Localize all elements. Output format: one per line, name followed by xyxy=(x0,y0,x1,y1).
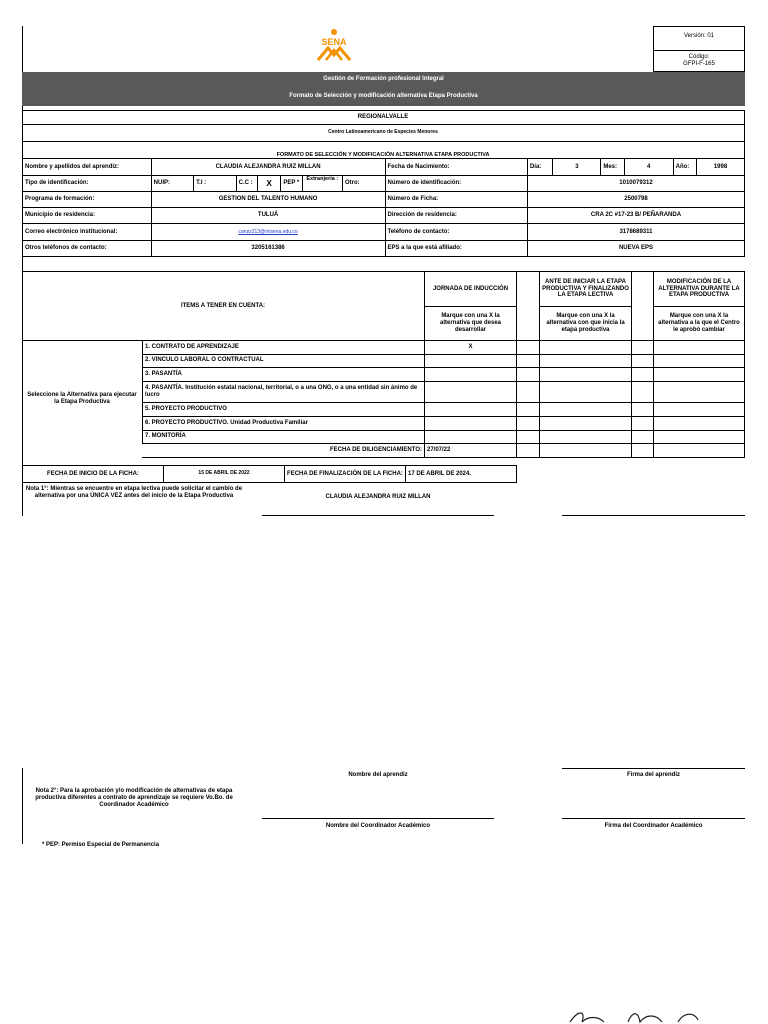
firma-nombre: CLAUDIA ALEJANDRA RUIZ MILLAN xyxy=(325,494,431,500)
option-mark-induccion[interactable] xyxy=(425,416,516,430)
cc-label: C.C : xyxy=(236,176,257,192)
nombre-label: Nombre y apellidos del aprendiz: xyxy=(23,159,152,176)
nombre-aprendiz-label: Nombre del aprendiz xyxy=(348,772,408,778)
cc-mark[interactable]: X xyxy=(257,176,280,192)
option-mark-induccion[interactable] xyxy=(425,402,516,416)
ficha-value[interactable]: 2500798 xyxy=(527,192,744,208)
nuip-label: NUIP: xyxy=(151,176,194,192)
option-label: 1. CONTRATO DE APRENDIZAJE xyxy=(145,344,239,351)
col2-title: ANTE DE INICIAR LA ETAPA PRODUCTIVA Y FINALIZANDO LA ETAPA LECTIVA xyxy=(542,278,629,299)
items-header-label: ITEMS A TENER EN CUENTA: xyxy=(180,302,266,309)
version-box xyxy=(653,26,745,72)
nombre-coordinador-label: Nombre del Coordinador Académico xyxy=(325,823,431,829)
option-row-divider xyxy=(142,381,745,382)
option-row-divider xyxy=(142,416,745,417)
codigo-value: GFPI-F-165 xyxy=(683,61,715,67)
option-mark-induccion[interactable] xyxy=(425,367,516,381)
pep-note: * PEP: Permiso Especial de Permanencia xyxy=(42,842,160,848)
otro-label: Otro: xyxy=(342,176,385,192)
option-row-divider xyxy=(142,354,745,355)
ano-value[interactable]: 1998 xyxy=(697,159,745,176)
option-label: 2. VINCULO LABORAL O CONTRACTUAL xyxy=(145,357,264,364)
firma-coordinador-label: Firma del Coordinador Académico xyxy=(604,823,703,829)
inicio-value[interactable]: 15 DE ABRIL DE 2022 xyxy=(164,466,285,483)
ti-label: T.I : xyxy=(194,176,237,192)
nombre-value[interactable]: CLAUDIA ALEJANDRA RUIZ MILLAN xyxy=(151,159,385,176)
signature-scribble xyxy=(568,1008,718,1024)
col3-sub: Marque con una X la alternativa a la que el Centro le aprobó cambiar xyxy=(658,313,740,333)
fin-value[interactable]: 17 DE ABRIL DE 2024. xyxy=(406,466,517,483)
ano-label: Año: xyxy=(673,159,696,176)
option-label: 5. PROYECTO PRODUCTIVO xyxy=(145,405,227,412)
option-label: 4. PASANTÍA. Institución estatal nacional, territorial, o a una ONG, o a una entidad sin ánimo de lucro xyxy=(145,384,418,398)
info-table xyxy=(22,158,745,257)
centro: Centro Latinoamericano de Especies Menores xyxy=(22,124,745,141)
firma-line-nombre xyxy=(262,515,494,516)
header-title-1: Gestión de Formación profesional Integral xyxy=(323,76,444,82)
col2-sub: Marque con una X la alternativa con que inicia la etapa productiva xyxy=(546,313,625,333)
fecha-dilig-label: FECHA DE DILIGENCIAMIENTO: xyxy=(329,447,422,454)
header-band xyxy=(22,72,745,106)
num-id-label: Número de identificación: xyxy=(385,176,527,192)
option-row-divider xyxy=(142,402,745,403)
codigo-label: Código: xyxy=(688,54,710,60)
direccion-label: Dirección de residencia: xyxy=(385,208,527,224)
firma-line-firma xyxy=(562,515,745,516)
fecha-dilig-value[interactable]: 27/07/22 xyxy=(427,447,451,454)
tipo-id-label: Tipo de identificación: xyxy=(23,176,152,192)
select-alternative-label: Seleccione la Alternativa para ejecutar la Etapa Productiva xyxy=(27,392,137,405)
option-label: 6. PROYECTO PRODUCTIVO. Unidad Productiva Familiar xyxy=(145,419,308,426)
firma-aprendiz-label: Firma del aprendiz xyxy=(626,772,680,778)
correo-link[interactable]: caruiz213@misena.edu.co xyxy=(238,228,298,235)
option-label: 7. MONITORÍA xyxy=(145,433,186,440)
eps-label: EPS a la que está afiliado: xyxy=(385,241,527,257)
option-mark-induccion[interactable] xyxy=(425,430,516,443)
otros-tel-value[interactable]: 3205161386 xyxy=(151,241,385,257)
programa-label: Programa de formación: xyxy=(23,192,152,208)
sena-logo xyxy=(312,28,356,62)
fin-label: FECHA DE FINALIZACIÓN DE LA FICHA: xyxy=(285,466,406,483)
mes-label: Mes: xyxy=(601,159,624,176)
programa-value[interactable]: GESTION DEL TALENTO HUMANO xyxy=(151,192,385,208)
col1-title: JORNADA DE INDUCCIÓN xyxy=(432,285,509,292)
col3-title: MODIFICACIÓN DE LA ALTERNATIVA DURANTE LA ETAPA PRODUCTIVA xyxy=(658,278,740,299)
mes-value[interactable]: 4 xyxy=(624,159,673,176)
direccion-value[interactable]: CRA 2C #17-23 B/ PEÑARANDA xyxy=(527,208,744,224)
otros-tel-label: Otros teléfonos de contacto: xyxy=(23,241,152,257)
ficha-label: Número de Ficha: xyxy=(385,192,527,208)
nota-2: Nota 2°: Para la aprobación y/o modificación de alternativas de etapa productiva diferentes a contrato de aprendizaje se requiere Vo.Bo. de Coordinador Académico xyxy=(35,788,233,809)
dia-value[interactable]: 3 xyxy=(553,159,601,176)
correo-label: Correo electrónico institucional: xyxy=(23,224,152,241)
option-mark-induccion[interactable] xyxy=(425,381,516,402)
inicio-label: FECHA DE INICIO DE LA FICHA: xyxy=(23,466,164,483)
extranjeria-label: Extranjería : xyxy=(302,176,342,192)
form-title: FORMATO DE SELECCIÓN Y MODIFICACIÓN ALTERNATIVA ETAPA PRODUCTIVA xyxy=(22,141,745,158)
fecha-nac-label: Fecha de Nacimiento: xyxy=(385,159,527,176)
regional: REGIONALVALLE xyxy=(22,110,745,124)
telefono-value[interactable]: 3178689311 xyxy=(527,224,744,241)
option-row-divider xyxy=(142,430,745,431)
nota-1: Nota 1°: Mientras se encuentre en etapa lectiva puede solicitar el cambio de alternativa por una ÚNICA VEZ antes del inicio de la Etapa Productiva xyxy=(25,486,243,500)
municipio-value[interactable]: TULUÁ xyxy=(151,208,385,224)
version-text: Versión: 01 xyxy=(683,33,715,39)
num-id-value[interactable]: 1010079312 xyxy=(527,176,744,192)
municipio-label: Municipio de residencia: xyxy=(23,208,152,224)
dia-label: Día: xyxy=(527,159,553,176)
pep-label: PEP * xyxy=(281,176,302,192)
fechas-table xyxy=(22,465,517,483)
col1-sub: Marque con una X la alternativa que desea desarrollar xyxy=(439,313,502,333)
telefono-label: Teléfono de contacto: xyxy=(385,224,527,241)
option-row-divider xyxy=(142,367,745,368)
option-label: 3. PASANTÍA xyxy=(145,370,182,377)
header-title-2: Formato de Selección y modificación alternativa Etapa Productiva xyxy=(289,93,478,99)
svg-text:SENA: SENA xyxy=(321,37,347,47)
eps-value[interactable]: NUEVA EPS xyxy=(527,241,744,257)
option-mark-induccion[interactable] xyxy=(425,354,516,367)
option-mark-induccion[interactable]: X xyxy=(468,344,473,351)
